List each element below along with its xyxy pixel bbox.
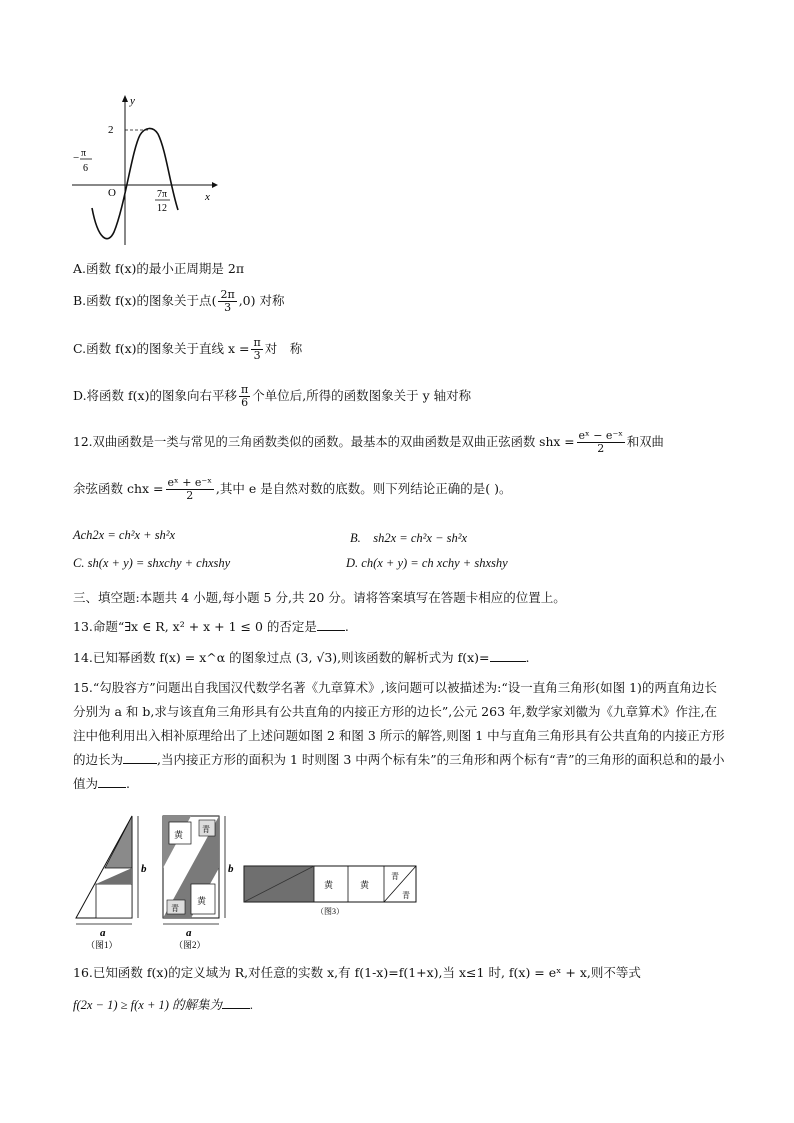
fig3-qing-1: 青 [391,872,399,881]
q12-line2-text: 余弦函数 chx = [73,481,164,497]
q12-line1-text: 12.双曲函数是一类与常见的三角函数类似的函数。最基本的双曲函数是双曲正弦函数 shx = [73,435,575,450]
option-b-text: B.函数 f(x)的图象关于点 [73,293,212,309]
q15-answer-blank-2 [98,775,126,788]
fig2-label-a: a [186,927,192,939]
q14-tail: . [525,650,530,665]
q12-line2 [73,477,511,502]
q12-option-c: C. sh(x + y) = shxchy + chxshy [73,556,231,570]
right-tick-top: 7π [157,189,168,200]
fraction-denominator: 6 [241,396,249,410]
fig1-label-a: a [100,927,106,939]
q16-line2 [73,995,253,1013]
origin-label: O [108,187,116,199]
left-tick-bottom: 6 [83,163,88,174]
option-c [73,337,302,362]
option-b-tail: ,0) 对称 [238,293,285,309]
option-c-tail: 对 称 [264,341,303,357]
fraction-numerator: eˣ + e⁻ˣ [167,476,212,489]
fig3-huang-2: 黄 [360,880,370,890]
fraction-denominator: 3 [253,349,261,363]
q15-part2: ,当内接正方形的面积为 1 时则图 3 中两个标有朱”的三角形和两个标有“青”的三角形的面积总和的最小值为 [73,752,725,791]
fig1-label-b: b [141,863,147,875]
q13-answer-blank [317,618,345,631]
option-d-text: D.将函数 f(x)的图象向右平移 [73,388,237,404]
q14-answer-blank [490,649,526,662]
fig2-qing-bottom-label: 青 [171,904,179,913]
q15 [73,676,725,796]
x-label: x [205,191,210,203]
q13-tail: . [344,619,349,634]
left-tick-top: π [81,148,87,159]
fig1-caption: （图1） [86,940,118,950]
fig2-huang-bottom-label: 黄 [197,896,207,906]
y-axis-arrow [122,95,128,102]
fig2-huang-top-label: 黄 [174,830,184,840]
fig3-caption: （图3） [316,907,344,916]
q13 [73,617,349,635]
q12-cosh-fraction [166,477,214,502]
x-axis-arrow [212,182,218,188]
fig2-caption: （图2） [174,940,206,950]
option-c-fraction [251,337,262,362]
q12-line2-tail: ,其中 e 是自然对数的底数。则下列结论正确的是( )。 [215,481,512,497]
sine-curve [92,128,178,238]
left-tick-sign: − [73,152,80,164]
fig1-upper-shaded [105,816,132,868]
q15-part3: . [126,776,130,791]
gougu-figures [68,812,428,952]
option-a: A.函数 f(x)的最小正周期是 2π [73,261,245,276]
fig3-qing-2: 青 [402,891,410,900]
y-label: y [130,95,135,107]
fraction-denominator: 2 [186,489,194,503]
fraction-denominator: 2 [597,442,605,456]
option-d [73,384,471,409]
option-d-tail: 个单位后,所得的函数图象关于 y 轴对称 [252,388,472,404]
q12-option-a: Ach2x = ch²x + sh²x [73,528,176,542]
fraction-numerator: eˣ − e⁻ˣ [578,429,623,442]
fraction-numerator: 2π [220,288,235,301]
option-b-fraction [218,289,236,314]
function-graph [70,90,220,250]
q12-option-b: B. sh2x = ch²x − sh²x [350,531,468,545]
fig2-label-b: b [228,863,234,875]
q16-tail: . [250,998,254,1012]
q14 [73,648,530,666]
q12-sinh-fraction [577,430,625,455]
fig3-huang-1: 黄 [324,880,334,890]
q16-line1: 16.已知函数 f(x)的定义域为 R,对任意的实数 x,有 f(1-x)=f(1+x),当 x≤1 时, f(x) = eˣ + x,则不等式 [73,965,641,980]
y-tick-2: 2 [108,124,114,136]
option-b-paren: ( [211,293,217,309]
fraction-denominator: 3 [224,301,232,315]
q12-option-d: D. ch(x + y) = ch xchy + shxshy [346,556,508,570]
q16-answer-blank [222,996,250,1009]
q12-line1 [73,430,664,455]
q13-text: 13.命题“∃x ∈ R, x² + x + 1 ≤ 0 的否定是 [73,619,317,634]
q16-line2-text: f(2x − 1) ≥ f(x + 1) 的解集为 [73,998,223,1012]
section-3-header: 三、填空题:本题共 4 小题,每小题 5 分,共 20 分。请将答案填写在答题卡相应的位置上。 [73,590,566,605]
option-b [73,289,284,314]
fraction-numerator: π [253,336,261,349]
figure-1 [76,816,147,950]
q12-line1-tail: 和双曲 [626,435,664,450]
figure-2 [163,816,234,950]
q15-part1: 15.“勾股容方”问题出自我国汉代数学名著《九章算术》,该问题可以被描述为:“设一直角三角形(如图 1)的两直角边长分别为 a 和 b,求与该直角三角形具有公共直角的内接正方形的边长”,公元 263 年,数学家刘徽为《九章算术》作注,在注中他利用出入相补原理给出了上述问题如图 2 和图 3 所示的解答,则图 1 中与直角三角形具有公共直角的内接正方形的边长为 [73,680,725,767]
option-c-text: C.函数 f(x)的图象关于直线 x = [73,341,250,357]
fig2-qing-top-label: 青 [202,825,210,834]
q14-text: 14.已知幂函数 f(x) = x^α 的图象过点 (3, √3),则该函数的解析式为 f(x)= [73,650,490,665]
option-d-fraction [239,384,250,409]
q15-answer-blank-1 [123,751,157,764]
fraction-numerator: π [240,383,249,396]
right-tick-bottom: 12 [157,203,167,214]
fig1-inscribed-square [96,884,132,918]
figure-3 [244,866,416,916]
